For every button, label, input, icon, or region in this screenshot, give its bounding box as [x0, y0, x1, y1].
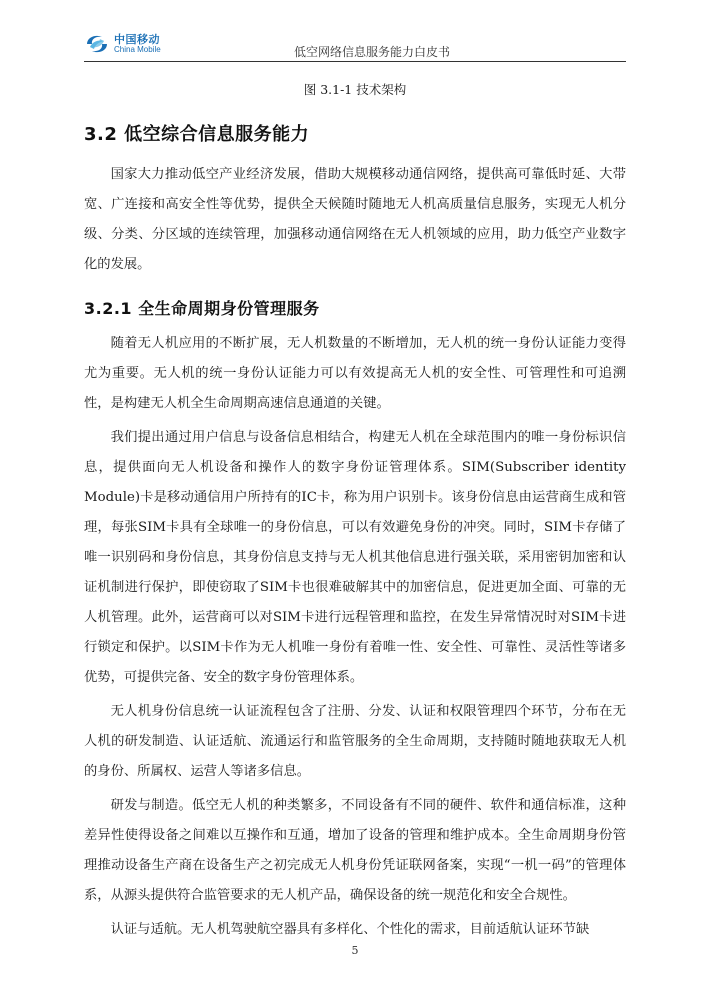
main-content — [84, 120, 626, 949]
paragraph-4: 研发与制造。低空无人机的种类繁多，不同设备有不同的硬件、软件和通信标准，这种差异性使得设备之间难以互操作和互通，增加了设备的管理和维护成本。全生命周期身份管理推动设备生产商在设备生产之初完成无人机身份凭证联网备案，实现“一机一码”的管理体系，从源头提供符合监管要求的无人机产品，确保设备的统一规范化和安全合规性。 — [84, 798, 626, 903]
document-title: 低空网络信息服务能力白皮书 — [294, 45, 451, 59]
page-header — [84, 30, 626, 62]
paragraph-5: 认证与适航。无人机驾驶航空器具有多样化、个性化的需求，目前适航认证环节缺 — [110, 922, 590, 937]
section-heading: 3.2 低空综合信息服务能力 — [84, 124, 310, 145]
china-mobile-logo — [84, 32, 161, 56]
logo-english-text: China Mobile — [114, 45, 161, 54]
figure-caption: 图 3.1-1 技术架构 — [303, 82, 407, 97]
section-paragraph: 国家大力推动低空产业经济发展，借助大规模移动通信网络，提供高可靠低时延、大带宽、广连接和高安全性等优势，提供全天候随时随地无人机高质量信息服务，实现无人机分级、分类、分区域的连续管理，加强移动通信网络在无人机领域的应用，助力低空产业数字化的发展。 — [84, 167, 626, 272]
paragraph-1: 随着无人机应用的不断扩展，无人机数量的不断增加，无人机的统一身份认证能力变得尤为重要。无人机的统一身份认证能力可以有效提高无人机的安全性、可管理性和可追溯性，是构建无人机全生命周期高速信息通道的关键。 — [84, 336, 626, 411]
paragraph-2: 我们提出通过用户信息与设备信息相结合，构建无人机在全球范围内的唯一身份标识信息，提供面向无人机设备和操作人的数字身份证管理体系。SIM(Subscriber identity Module)卡是移动通信用户所持有的IC卡，称为用户识别卡。该身份信息由运营商生成和管理，每张SIM卡具有全球唯一的身份信息，可以有效避免身份的冲突。同时，SIM卡存储了唯一识别码和身份信息，其身份信息支持与无人机其他信息进行强关联，采用密钥加密和认证机制进行保护，即使窃取了SIM卡也很难破解其中的加密信息，促进更加全面、可靠的无人机管理。此外，运营商可以对SIM卡进行远程管理和监控，在发生异常情况时对SIM卡进行锁定和保护。以SIM卡作为无人机唯一身份有着唯一性、安全性、可靠性、灵活性等诸多优势，可提供完备、安全的数字身份管理体系。 — [84, 430, 626, 685]
paragraph-3: 无人机身份信息统一认证流程包含了注册、分发、认证和权限管理四个环节，分布在无人机的研发制造、认证适航、流通运行和监管服务的全生命周期，支持随时随地获取无人机的身份、所属权、运营人等诸多信息。 — [84, 704, 626, 779]
header-divider — [84, 61, 626, 62]
page-number: 5 — [351, 944, 359, 957]
logo-chinese-text: 中国移动 — [114, 33, 160, 46]
china-mobile-logo-icon — [84, 32, 110, 56]
subsection-heading: 3.2.1 全生命周期身份管理服务 — [84, 299, 320, 318]
